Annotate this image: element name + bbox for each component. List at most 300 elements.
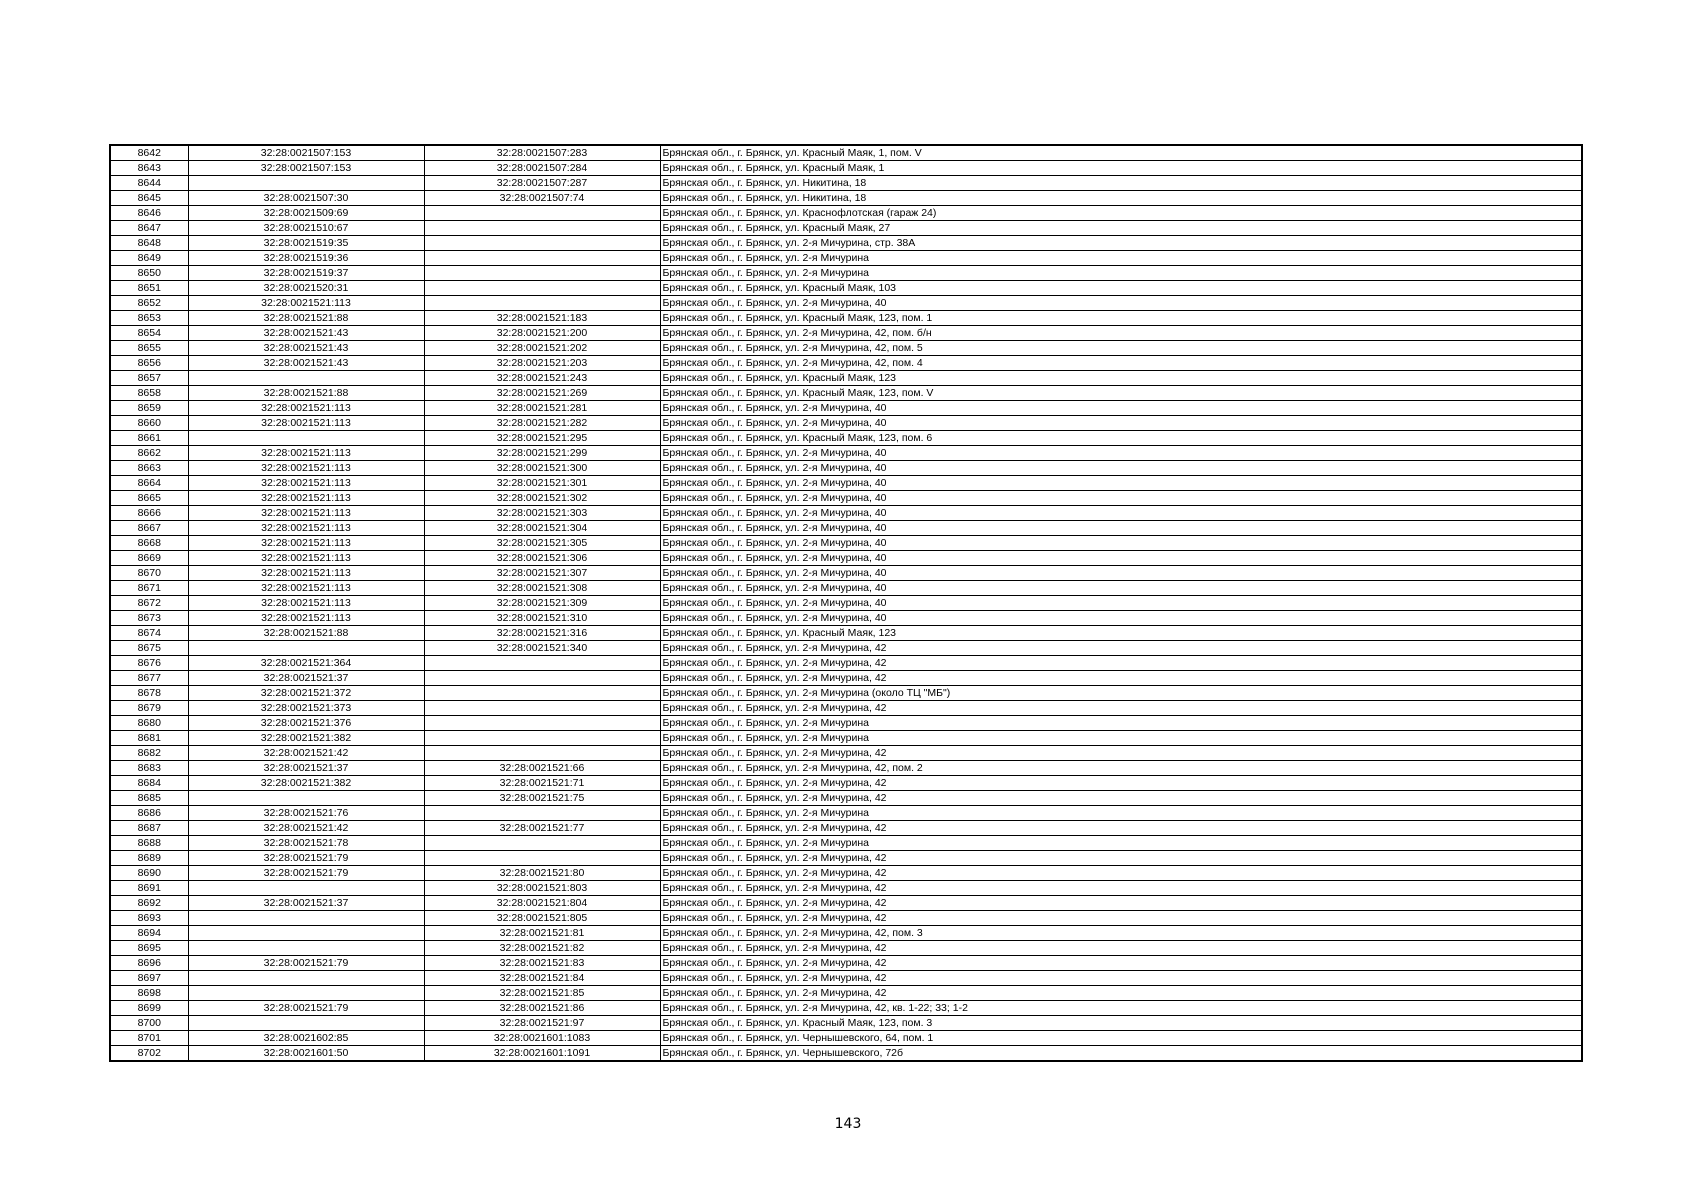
row-number-cell: 8692: [110, 896, 188, 911]
row-number-cell: 8687: [110, 821, 188, 836]
land-cadastral-number-cell: 32:28:0021601:50: [188, 1046, 424, 1062]
address-cell: Брянская обл., г. Брянск, ул. Никитина, 18: [660, 176, 1582, 191]
table-row: [110, 326, 1582, 341]
object-cadastral-number-cell: 32:28:0021521:85: [424, 986, 660, 1001]
row-number-cell: 8652: [110, 296, 188, 311]
row-number-cell: 8683: [110, 761, 188, 776]
table-row: [110, 145, 1582, 161]
land-cadastral-number-cell: 32:28:0021521:113: [188, 611, 424, 626]
object-cadastral-number-cell: 32:28:0021507:284: [424, 161, 660, 176]
table-row: [110, 281, 1582, 296]
land-cadastral-number-cell: 32:28:0021521:79: [188, 956, 424, 971]
object-cadastral-number-cell: 32:28:0021521:304: [424, 521, 660, 536]
row-number-cell: 8690: [110, 866, 188, 881]
land-cadastral-number-cell: [188, 641, 424, 656]
row-number-cell: 8666: [110, 506, 188, 521]
table-row: [110, 221, 1582, 236]
land-cadastral-number-cell: [188, 791, 424, 806]
land-cadastral-number-cell: [188, 176, 424, 191]
object-cadastral-number-cell: 32:28:0021521:243: [424, 371, 660, 386]
object-cadastral-number-cell: 32:28:0021507:283: [424, 145, 660, 161]
table-row: [110, 341, 1582, 356]
land-cadastral-number-cell: [188, 431, 424, 446]
land-cadastral-number-cell: 32:28:0021521:113: [188, 446, 424, 461]
object-cadastral-number-cell: 32:28:0021521:302: [424, 491, 660, 506]
land-cadastral-number-cell: 32:28:0021521:373: [188, 701, 424, 716]
row-number-cell: 8667: [110, 521, 188, 536]
address-cell: Брянская обл., г. Брянск, ул. 2-я Мичурина, 40: [660, 461, 1582, 476]
land-cadastral-number-cell: 32:28:0021521:113: [188, 476, 424, 491]
land-cadastral-number-cell: 32:28:0021521:88: [188, 386, 424, 401]
table-row: [110, 611, 1582, 626]
object-cadastral-number-cell: 32:28:0021521:86: [424, 1001, 660, 1016]
table-row: [110, 941, 1582, 956]
row-number-cell: 8682: [110, 746, 188, 761]
address-cell: Брянская обл., г. Брянск, ул. 2-я Мичурина, 42: [660, 821, 1582, 836]
row-number-cell: 8665: [110, 491, 188, 506]
table-row: [110, 296, 1582, 311]
address-cell: Брянская обл., г. Брянск, ул. 2-я Мичурина, 42: [660, 671, 1582, 686]
table-row: [110, 1046, 1582, 1062]
row-number-cell: 8691: [110, 881, 188, 896]
land-cadastral-number-cell: [188, 941, 424, 956]
object-cadastral-number-cell: 32:28:0021521:203: [424, 356, 660, 371]
table-row: [110, 776, 1582, 791]
table-row: [110, 1031, 1582, 1046]
address-cell: Брянская обл., г. Брянск, ул. 2-я Мичурина, стр. 38А: [660, 236, 1582, 251]
address-cell: Брянская обл., г. Брянск, ул. 2-я Мичурина, 40: [660, 401, 1582, 416]
address-cell: Брянская обл., г. Брянск, ул. Краснофлотская (гараж 24): [660, 206, 1582, 221]
table-row: [110, 956, 1582, 971]
table-row: [110, 476, 1582, 491]
land-cadastral-number-cell: 32:28:0021521:79: [188, 851, 424, 866]
land-cadastral-number-cell: [188, 986, 424, 1001]
object-cadastral-number-cell: [424, 701, 660, 716]
address-cell: Брянская обл., г. Брянск, ул. Красный Маяк, 1: [660, 161, 1582, 176]
registry-table-body: [110, 145, 1582, 1061]
land-cadastral-number-cell: 32:28:0021521:382: [188, 776, 424, 791]
object-cadastral-number-cell: 32:28:0021521:77: [424, 821, 660, 836]
table-row: [110, 911, 1582, 926]
object-cadastral-number-cell: 32:28:0021507:287: [424, 176, 660, 191]
address-cell: Брянская обл., г. Брянск, ул. 2-я Мичурина, 42, пом. 3: [660, 926, 1582, 941]
object-cadastral-number-cell: 32:28:0021521:281: [424, 401, 660, 416]
land-cadastral-number-cell: 32:28:0021507:153: [188, 161, 424, 176]
object-cadastral-number-cell: 32:28:0021521:805: [424, 911, 660, 926]
address-cell: Брянская обл., г. Брянск, ул. 2-я Мичурина, 40: [660, 446, 1582, 461]
object-cadastral-number-cell: 32:28:0021521:305: [424, 536, 660, 551]
land-cadastral-number-cell: 32:28:0021521:43: [188, 356, 424, 371]
land-cadastral-number-cell: 32:28:0021507:153: [188, 145, 424, 161]
address-cell: Брянская обл., г. Брянск, ул. 2-я Мичурина, 42: [660, 641, 1582, 656]
row-number-cell: 8700: [110, 1016, 188, 1031]
land-cadastral-number-cell: 32:28:0021521:113: [188, 581, 424, 596]
land-cadastral-number-cell: 32:28:0021521:37: [188, 896, 424, 911]
table-row: [110, 446, 1582, 461]
land-cadastral-number-cell: 32:28:0021521:113: [188, 551, 424, 566]
land-cadastral-number-cell: 32:28:0021521:37: [188, 761, 424, 776]
object-cadastral-number-cell: 32:28:0021521:81: [424, 926, 660, 941]
table-row: [110, 416, 1582, 431]
land-cadastral-number-cell: 32:28:0021521:79: [188, 866, 424, 881]
row-number-cell: 8645: [110, 191, 188, 206]
address-cell: Брянская обл., г. Брянск, ул. 2-я Мичурина: [660, 806, 1582, 821]
row-number-cell: 8671: [110, 581, 188, 596]
land-cadastral-number-cell: 32:28:0021521:43: [188, 341, 424, 356]
row-number-cell: 8651: [110, 281, 188, 296]
row-number-cell: 8643: [110, 161, 188, 176]
address-cell: Брянская обл., г. Брянск, ул. 2-я Мичурина, 42: [660, 746, 1582, 761]
address-cell: Брянская обл., г. Брянск, ул. 2-я Мичурина, 42: [660, 851, 1582, 866]
land-cadastral-number-cell: 32:28:0021521:113: [188, 401, 424, 416]
table-row: [110, 401, 1582, 416]
address-cell: Брянская обл., г. Брянск, ул. 2-я Мичурина: [660, 251, 1582, 266]
table-row: [110, 866, 1582, 881]
table-row: [110, 1001, 1582, 1016]
table-row: [110, 206, 1582, 221]
address-cell: Брянская обл., г. Брянск, ул. 2-я Мичурина, 42, кв. 1-22; 33; 1-2: [660, 1001, 1582, 1016]
table-row: [110, 236, 1582, 251]
row-number-cell: 8662: [110, 446, 188, 461]
object-cadastral-number-cell: 32:28:0021521:299: [424, 446, 660, 461]
table-row: [110, 971, 1582, 986]
address-cell: Брянская обл., г. Брянск, ул. 2-я Мичурина: [660, 266, 1582, 281]
address-cell: Брянская обл., г. Брянск, ул. 2-я Мичурина, 42: [660, 941, 1582, 956]
address-cell: Брянская обл., г. Брянск, ул. 2-я Мичурина, 42: [660, 881, 1582, 896]
land-cadastral-number-cell: 32:28:0021519:36: [188, 251, 424, 266]
land-cadastral-number-cell: [188, 881, 424, 896]
row-number-cell: 8696: [110, 956, 188, 971]
table-row: [110, 386, 1582, 401]
land-cadastral-number-cell: 32:28:0021509:69: [188, 206, 424, 221]
table-row: [110, 881, 1582, 896]
row-number-cell: 8697: [110, 971, 188, 986]
object-cadastral-number-cell: 32:28:0021521:295: [424, 431, 660, 446]
row-number-cell: 8677: [110, 671, 188, 686]
address-cell: Брянская обл., г. Брянск, ул. 2-я Мичурина, 40: [660, 581, 1582, 596]
land-cadastral-number-cell: 32:28:0021521:113: [188, 461, 424, 476]
land-cadastral-number-cell: 32:28:0021521:376: [188, 716, 424, 731]
object-cadastral-number-cell: 32:28:0021521:300: [424, 461, 660, 476]
object-cadastral-number-cell: [424, 716, 660, 731]
row-number-cell: 8676: [110, 656, 188, 671]
table-row: [110, 641, 1582, 656]
address-cell: Брянская обл., г. Брянск, ул. Красный Маяк, 103: [660, 281, 1582, 296]
land-cadastral-number-cell: 32:28:0021521:43: [188, 326, 424, 341]
row-number-cell: 8699: [110, 1001, 188, 1016]
address-cell: Брянская обл., г. Брянск, ул. 2-я Мичурина, 40: [660, 476, 1582, 491]
address-cell: Брянская обл., г. Брянск, ул. 2-я Мичурина: [660, 716, 1582, 731]
object-cadastral-number-cell: 32:28:0021521:200: [424, 326, 660, 341]
object-cadastral-number-cell: 32:28:0021601:1091: [424, 1046, 660, 1062]
table-row: [110, 671, 1582, 686]
address-cell: Брянская обл., г. Брянск, ул. Красный Маяк, 123, пом. 3: [660, 1016, 1582, 1031]
address-cell: Брянская обл., г. Брянск, ул. Никитина, 18: [660, 191, 1582, 206]
object-cadastral-number-cell: 32:28:0021521:301: [424, 476, 660, 491]
land-cadastral-number-cell: 32:28:0021521:76: [188, 806, 424, 821]
land-cadastral-number-cell: 32:28:0021521:113: [188, 536, 424, 551]
address-cell: Брянская обл., г. Брянск, ул. 2-я Мичурина: [660, 836, 1582, 851]
land-cadastral-number-cell: [188, 911, 424, 926]
row-number-cell: 8646: [110, 206, 188, 221]
row-number-cell: 8658: [110, 386, 188, 401]
table-row: [110, 491, 1582, 506]
row-number-cell: 8689: [110, 851, 188, 866]
table-row: [110, 731, 1582, 746]
address-cell: Брянская обл., г. Брянск, ул. 2-я Мичурина, 40: [660, 506, 1582, 521]
address-cell: Брянская обл., г. Брянск, ул. Красный Маяк, 27: [660, 221, 1582, 236]
table-row: [110, 851, 1582, 866]
row-number-cell: 8653: [110, 311, 188, 326]
object-cadastral-number-cell: [424, 236, 660, 251]
land-cadastral-number-cell: 32:28:0021520:31: [188, 281, 424, 296]
row-number-cell: 8684: [110, 776, 188, 791]
land-cadastral-number-cell: 32:28:0021521:372: [188, 686, 424, 701]
row-number-cell: 8695: [110, 941, 188, 956]
address-cell: Брянская обл., г. Брянск, ул. 2-я Мичурина, 42: [660, 866, 1582, 881]
row-number-cell: 8664: [110, 476, 188, 491]
address-cell: Брянская обл., г. Брянск, ул. Красный Маяк, 1, пом. V: [660, 145, 1582, 161]
land-cadastral-number-cell: 32:28:0021521:382: [188, 731, 424, 746]
address-cell: Брянская обл., г. Брянск, ул. 2-я Мичурина, 40: [660, 521, 1582, 536]
object-cadastral-number-cell: 32:28:0021521:303: [424, 506, 660, 521]
table-row: [110, 896, 1582, 911]
land-cadastral-number-cell: 32:28:0021521:42: [188, 746, 424, 761]
object-cadastral-number-cell: 32:28:0021521:97: [424, 1016, 660, 1031]
page-number: 143: [834, 1116, 862, 1132]
object-cadastral-number-cell: 32:28:0021521:66: [424, 761, 660, 776]
object-cadastral-number-cell: 32:28:0021521:269: [424, 386, 660, 401]
address-cell: Брянская обл., г. Брянск, ул. 2-я Мичурина, 42: [660, 986, 1582, 1001]
object-cadastral-number-cell: 32:28:0021521:75: [424, 791, 660, 806]
row-number-cell: 8678: [110, 686, 188, 701]
land-cadastral-number-cell: 32:28:0021521:113: [188, 296, 424, 311]
address-cell: Брянская обл., г. Брянск, ул. 2-я Мичурина, 40: [660, 566, 1582, 581]
row-number-cell: 8674: [110, 626, 188, 641]
table-row: [110, 686, 1582, 701]
land-cadastral-number-cell: 32:28:0021602:85: [188, 1031, 424, 1046]
address-cell: Брянская обл., г. Брянск, ул. 2-я Мичурина, 42: [660, 896, 1582, 911]
row-number-cell: 8660: [110, 416, 188, 431]
row-number-cell: 8642: [110, 145, 188, 161]
object-cadastral-number-cell: 32:28:0021521:309: [424, 596, 660, 611]
table-row: [110, 371, 1582, 386]
table-row: [110, 161, 1582, 176]
land-cadastral-number-cell: 32:28:0021519:37: [188, 266, 424, 281]
table-row: [110, 1016, 1582, 1031]
row-number-cell: 8681: [110, 731, 188, 746]
row-number-cell: 8670: [110, 566, 188, 581]
address-cell: Брянская обл., г. Брянск, ул. Чернышевского, 72б: [660, 1046, 1582, 1062]
land-cadastral-number-cell: 32:28:0021521:113: [188, 416, 424, 431]
row-number-cell: 8694: [110, 926, 188, 941]
table-row: [110, 536, 1582, 551]
land-cadastral-number-cell: 32:28:0021521:88: [188, 311, 424, 326]
row-number-cell: 8685: [110, 791, 188, 806]
object-cadastral-number-cell: [424, 281, 660, 296]
object-cadastral-number-cell: 32:28:0021521:307: [424, 566, 660, 581]
land-cadastral-number-cell: 32:28:0021521:113: [188, 521, 424, 536]
object-cadastral-number-cell: 32:28:0021601:1083: [424, 1031, 660, 1046]
table-row: [110, 581, 1582, 596]
row-number-cell: 8656: [110, 356, 188, 371]
row-number-cell: 8675: [110, 641, 188, 656]
table-row: [110, 746, 1582, 761]
object-cadastral-number-cell: [424, 746, 660, 761]
object-cadastral-number-cell: 32:28:0021521:306: [424, 551, 660, 566]
address-cell: Брянская обл., г. Брянск, ул. Красный Маяк, 123: [660, 626, 1582, 641]
address-cell: Брянская обл., г. Брянск, ул. 2-я Мичурина, 42: [660, 656, 1582, 671]
table-row: [110, 506, 1582, 521]
object-cadastral-number-cell: 32:28:0021521:308: [424, 581, 660, 596]
row-number-cell: 8702: [110, 1046, 188, 1062]
address-cell: Брянская обл., г. Брянск, ул. 2-я Мичурина, 42: [660, 776, 1582, 791]
land-cadastral-number-cell: 32:28:0021521:37: [188, 671, 424, 686]
land-cadastral-number-cell: 32:28:0021519:35: [188, 236, 424, 251]
row-number-cell: 8680: [110, 716, 188, 731]
table-row: [110, 356, 1582, 371]
row-number-cell: 8649: [110, 251, 188, 266]
object-cadastral-number-cell: 32:28:0021521:183: [424, 311, 660, 326]
address-cell: Брянская обл., г. Брянск, ул. Красный Маяк, 123, пом. 6: [660, 431, 1582, 446]
row-number-cell: 8648: [110, 236, 188, 251]
row-number-cell: 8673: [110, 611, 188, 626]
land-cadastral-number-cell: 32:28:0021507:30: [188, 191, 424, 206]
object-cadastral-number-cell: [424, 806, 660, 821]
row-number-cell: 8650: [110, 266, 188, 281]
land-cadastral-number-cell: 32:28:0021521:113: [188, 491, 424, 506]
table-row: [110, 176, 1582, 191]
address-cell: Брянская обл., г. Брянск, ул. 2-я Мичурина, 40: [660, 536, 1582, 551]
land-cadastral-number-cell: 32:28:0021521:113: [188, 566, 424, 581]
land-cadastral-number-cell: 32:28:0021521:364: [188, 656, 424, 671]
address-cell: Брянская обл., г. Брянск, ул. 2-я Мичурина, 42: [660, 956, 1582, 971]
address-cell: Брянская обл., г. Брянск, ул. 2-я Мичурина, 42: [660, 911, 1582, 926]
address-cell: Брянская обл., г. Брянск, ул. 2-я Мичурина, 40: [660, 491, 1582, 506]
row-number-cell: 8669: [110, 551, 188, 566]
land-cadastral-number-cell: 32:28:0021510:67: [188, 221, 424, 236]
object-cadastral-number-cell: 32:28:0021521:340: [424, 641, 660, 656]
object-cadastral-number-cell: 32:28:0021521:80: [424, 866, 660, 881]
address-cell: Брянская обл., г. Брянск, ул. Красный Маяк, 123, пом. V: [660, 386, 1582, 401]
object-cadastral-number-cell: 32:28:0021521:202: [424, 341, 660, 356]
table-row: [110, 626, 1582, 641]
row-number-cell: 8668: [110, 536, 188, 551]
object-cadastral-number-cell: 32:28:0021521:310: [424, 611, 660, 626]
row-number-cell: 8698: [110, 986, 188, 1001]
address-cell: Брянская обл., г. Брянск, ул. 2-я Мичурина: [660, 731, 1582, 746]
row-number-cell: 8688: [110, 836, 188, 851]
address-cell: Брянская обл., г. Брянск, ул. 2-я Мичурина, 42: [660, 971, 1582, 986]
object-cadastral-number-cell: 32:28:0021521:804: [424, 896, 660, 911]
land-cadastral-number-cell: 32:28:0021521:88: [188, 626, 424, 641]
address-cell: Брянская обл., г. Брянск, ул. 2-я Мичурина, 42, пом. б/н: [660, 326, 1582, 341]
object-cadastral-number-cell: 32:28:0021521:82: [424, 941, 660, 956]
land-cadastral-number-cell: [188, 926, 424, 941]
object-cadastral-number-cell: [424, 656, 660, 671]
object-cadastral-number-cell: 32:28:0021521:84: [424, 971, 660, 986]
row-number-cell: 8701: [110, 1031, 188, 1046]
row-number-cell: 8693: [110, 911, 188, 926]
land-cadastral-number-cell: 32:28:0021521:113: [188, 506, 424, 521]
address-cell: Брянская обл., г. Брянск, ул. 2-я Мичурина, 42: [660, 791, 1582, 806]
row-number-cell: 8661: [110, 431, 188, 446]
land-cadastral-number-cell: 32:28:0021521:113: [188, 596, 424, 611]
table-row: [110, 431, 1582, 446]
object-cadastral-number-cell: 32:28:0021507:74: [424, 191, 660, 206]
land-cadastral-number-cell: [188, 1016, 424, 1031]
table-row: [110, 836, 1582, 851]
row-number-cell: 8654: [110, 326, 188, 341]
row-number-cell: 8644: [110, 176, 188, 191]
table-row: [110, 551, 1582, 566]
table-row: [110, 716, 1582, 731]
address-cell: Брянская обл., г. Брянск, ул. 2-я Мичурина, 40: [660, 611, 1582, 626]
land-cadastral-number-cell: [188, 971, 424, 986]
land-cadastral-number-cell: 32:28:0021521:78: [188, 836, 424, 851]
object-cadastral-number-cell: 32:28:0021521:83: [424, 956, 660, 971]
table-row: [110, 566, 1582, 581]
address-cell: Брянская обл., г. Брянск, ул. 2-я Мичурина (около ТЦ "МБ"): [660, 686, 1582, 701]
address-cell: Брянская обл., г. Брянск, ул. 2-я Мичурина, 40: [660, 596, 1582, 611]
table-row: [110, 821, 1582, 836]
row-number-cell: 8679: [110, 701, 188, 716]
object-cadastral-number-cell: [424, 221, 660, 236]
object-cadastral-number-cell: [424, 251, 660, 266]
object-cadastral-number-cell: 32:28:0021521:316: [424, 626, 660, 641]
address-cell: Брянская обл., г. Брянск, ул. 2-я Мичурина, 42, пом. 4: [660, 356, 1582, 371]
row-number-cell: 8647: [110, 221, 188, 236]
table-row: [110, 791, 1582, 806]
row-number-cell: 8657: [110, 371, 188, 386]
object-cadastral-number-cell: 32:28:0021521:803: [424, 881, 660, 896]
table-row: [110, 986, 1582, 1001]
table-row: [110, 926, 1582, 941]
address-cell: Брянская обл., г. Брянск, ул. Красный Маяк, 123, пом. 1: [660, 311, 1582, 326]
row-number-cell: 8663: [110, 461, 188, 476]
address-cell: Брянская обл., г. Брянск, ул. 2-я Мичурина, 40: [660, 551, 1582, 566]
table-row: [110, 266, 1582, 281]
land-cadastral-number-cell: 32:28:0021521:79: [188, 1001, 424, 1016]
table-row: [110, 191, 1582, 206]
object-cadastral-number-cell: [424, 206, 660, 221]
object-cadastral-number-cell: [424, 686, 660, 701]
object-cadastral-number-cell: 32:28:0021521:71: [424, 776, 660, 791]
object-cadastral-number-cell: [424, 851, 660, 866]
object-cadastral-number-cell: [424, 731, 660, 746]
table-row: [110, 521, 1582, 536]
table-row: [110, 596, 1582, 611]
row-number-cell: 8655: [110, 341, 188, 356]
address-cell: Брянская обл., г. Брянск, ул. 2-я Мичурина, 42: [660, 701, 1582, 716]
table-row: [110, 701, 1582, 716]
address-cell: Брянская обл., г. Брянск, ул. Чернышевского, 64, пом. 1: [660, 1031, 1582, 1046]
row-number-cell: 8659: [110, 401, 188, 416]
table-row: [110, 461, 1582, 476]
object-cadastral-number-cell: 32:28:0021521:282: [424, 416, 660, 431]
table-row: [110, 761, 1582, 776]
row-number-cell: 8672: [110, 596, 188, 611]
address-cell: Брянская обл., г. Брянск, ул. 2-я Мичурина, 42, пом. 2: [660, 761, 1582, 776]
land-cadastral-number-cell: [188, 371, 424, 386]
address-cell: Брянская обл., г. Брянск, ул. 2-я Мичурина, 40: [660, 416, 1582, 431]
object-cadastral-number-cell: [424, 266, 660, 281]
object-cadastral-number-cell: [424, 836, 660, 851]
table-row: [110, 656, 1582, 671]
address-cell: Брянская обл., г. Брянск, ул. Красный Маяк, 123: [660, 371, 1582, 386]
address-cell: Брянская обл., г. Брянск, ул. 2-я Мичурина, 42, пом. 5: [660, 341, 1582, 356]
object-cadastral-number-cell: [424, 296, 660, 311]
